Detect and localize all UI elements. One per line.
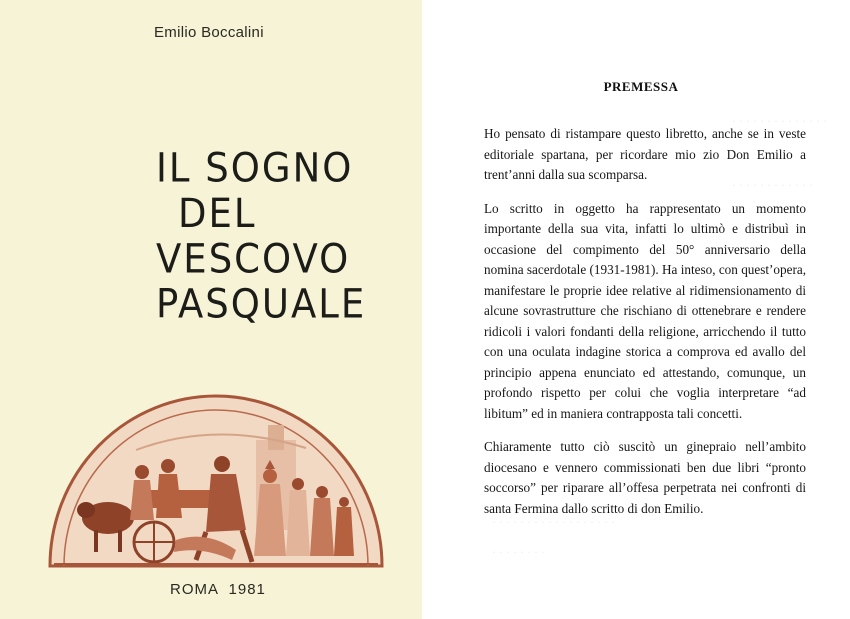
preface-body	[484, 124, 806, 532]
show-through: · · · · · · · · · · · · · · · · · ·	[492, 515, 615, 529]
cover-title-line: DEL	[178, 190, 257, 237]
preface-page	[432, 0, 850, 619]
show-through: · · · · · · · · · · · · · ·	[732, 114, 827, 128]
preface-paragraph: Chiaramente tutto ciò suscitò un ginepraio nell’ambito diocesano e vennero commissionati ben due libri “pronto soccorso” per riparare all’offesa perpetrata nei confronti di santa Fermina dallo scritto di don Emilio.	[484, 439, 806, 516]
book-cover	[0, 0, 422, 619]
show-through: · · · · · · · · · · · ·	[732, 178, 813, 192]
cover-title	[156, 146, 366, 327]
preface-paragraph: Ho pensato di ristampare questo libretto, anche se in veste editoriale spartana, per ricordare mio zio Don Emilio a trent’anni dalla sua scomparsa.	[484, 126, 806, 182]
preface-paragraph: Lo scritto in oggetto ha rappresentato un momento importante della sua vita, infatti lo ultimò e distribuì in occasione del compimento del 50° anniversario della nomina sacerdotale (1931-1981). Ha inteso, con quest’opera, manifestare le proprie idee relative al ridimensionamento di alcune sovrastrutture che rischiano di ottenebrare e rendere ridicoli i valori fondanti della religione, arricchendo il tutto con una oculata indagine storica a comprova ed avallo del principio appena enunciato ed attestando, comunque, un profondo rispetto per colui che voglia interpretare “ad libitum” ed in maniera contrapposta tali concetti.	[484, 200, 806, 421]
cover-author: Emilio Boccalini	[154, 24, 264, 41]
show-through: · · · · · · · ·	[492, 545, 545, 559]
cover-title-line: PASQUALE	[156, 281, 367, 328]
cover-title-line: IL SOGNO	[156, 144, 354, 192]
fresco-lunette-illustration	[46, 380, 386, 570]
preface-heading: PREMESSA	[603, 79, 679, 94]
cover-title-line: VESCOVO	[156, 235, 351, 283]
cover-place-year: ROMA 1981	[170, 581, 266, 598]
